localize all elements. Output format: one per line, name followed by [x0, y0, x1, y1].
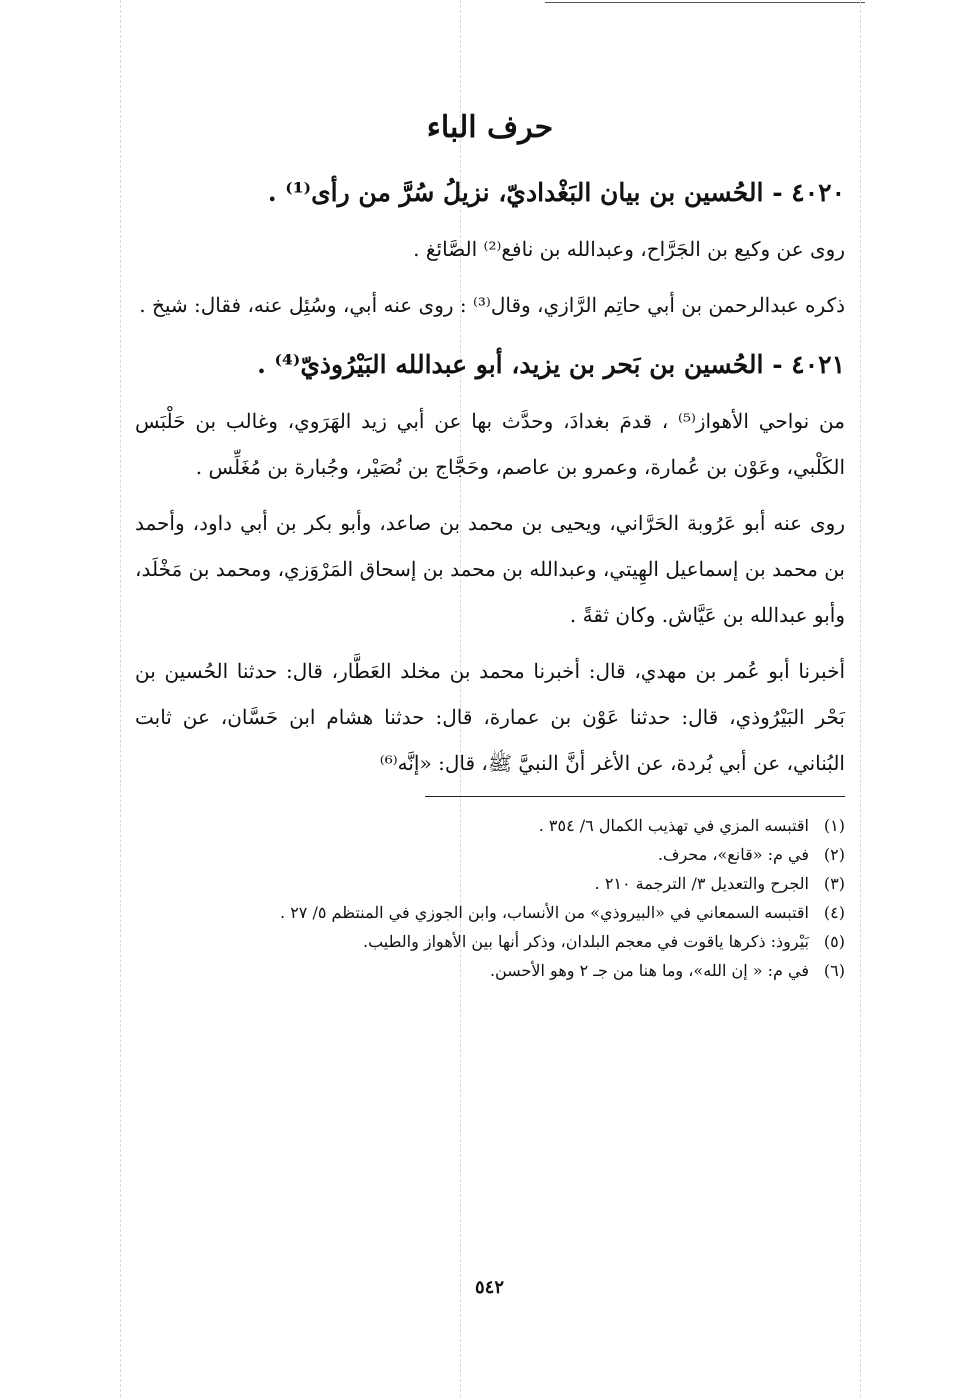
footnote-number: (٦) [823, 961, 845, 980]
scan-artifact-line [120, 0, 121, 1397]
top-rule [545, 2, 865, 3]
footnote [135, 956, 845, 985]
footnote-text: في م: « إن الله»، وما هنا من جـ ٢ وهو الأحسن. [489, 961, 809, 980]
entry-paragraph: أخبرنا أبو عُمر بن مهدي، قال: أخبرنا محمد بن مخلد العَطَّار، قال: حدثنا الحُسين بن بَحْر البَيْرُوذي، قال: حدثنا عَوْن بن عمارة، قال: حدثنا هشام ابن حَسَّان، عن ثابت البُناني، عن أبي بُردة، عن الأغر أنَّ النبيَّ ﷺ، قال: «إنَّه⁽⁶⁾ [135, 659, 845, 775]
footnote-number: (٢) [823, 845, 845, 864]
footnote-text: اقتبسه السمعاني في «البيروذي» من الأنساب، وابن الجوزي في المنتظم ٥/ ٢٧ . [280, 903, 809, 922]
footnote [135, 927, 845, 956]
entry-paragraph: روى عن وكيع بن الجَرَّاح، وعبدالله بن نافع⁽²⁾ الصَّائغ . [413, 237, 845, 261]
footnote [135, 869, 845, 898]
entry-paragraph: ذكره عبدالرحمن بن أبي حاتِم الرَّازي، وقال⁽³⁾ : روى عنه أبي، وسُئِل عنه، فقال: شيخ . [139, 293, 845, 317]
footnote-text: اقتبسه المزي في تهذيب الكمال ٦/ ٣٥٤ . [538, 816, 809, 835]
entry-paragraph: من نواحي الأهواز⁽⁵⁾ ، قدمَ بغدادَ، وحدَّث بها عن أبي زيد الهَرَوي، وغالب بن حَلْبَس الكَلْبي، وعَوْن بن عُمارة، وعمرو بن عاصم، وحَجَّاج بن نُصَيْر، وجُبارة بن مُغَلِّس . [135, 409, 845, 479]
footnote-number: (٥) [823, 932, 845, 951]
footnote-number: (٣) [823, 874, 845, 893]
footnote [135, 898, 845, 927]
footnote [135, 840, 845, 869]
footnote-text: بَيْروذ: ذكرها ياقوت في معجم البلدان، وذكر أنها بين الأهواز والطيب. [363, 932, 809, 951]
footnote-number: (١) [823, 816, 845, 835]
chapter-title: حرف الباء [426, 110, 554, 145]
entry-paragraph: روى عنه أبو عَرُوبة الحَرَّاني، ويحيى بن محمد بن صاعد، وأبو بكر بن أبي داود، وأحمد بن محمد بن إسماعيل الهِيتي، وعبدالله بن محمد بن إسحاق المَرْوَزي، ومحمد بن مَخْلَد، وأبو عبدالله بن عَيَّاش. وكان ثقةً . [135, 511, 845, 627]
footnote [135, 811, 845, 840]
footnotes-list [135, 811, 845, 985]
footnote-number: (٤) [823, 903, 845, 922]
entry-4020 [135, 170, 845, 328]
page-content [135, 100, 845, 985]
footnote-text: في م: «قانع»، محرف. [657, 845, 809, 864]
entry-4021 [135, 342, 845, 786]
footnote-separator [425, 796, 845, 797]
scan-artifact-line [860, 0, 861, 1397]
entry-heading: ٤٠٢١ - الحُسين بن بَحر بن يزيد، أبو عبدالله البَيْرُوذيّ⁽⁴⁾ . [257, 350, 845, 379]
footnote-text: الجرح والتعديل ٣/ الترجمة ٢١٠ . [594, 874, 809, 893]
entry-heading: ٤٠٢٠ - الحُسين بن بيان البَغْداديّ، نزيلُ سُرَّ من رأى⁽¹⁾ . [267, 178, 845, 207]
page-number: ٥٤٢ [474, 1277, 504, 1298]
